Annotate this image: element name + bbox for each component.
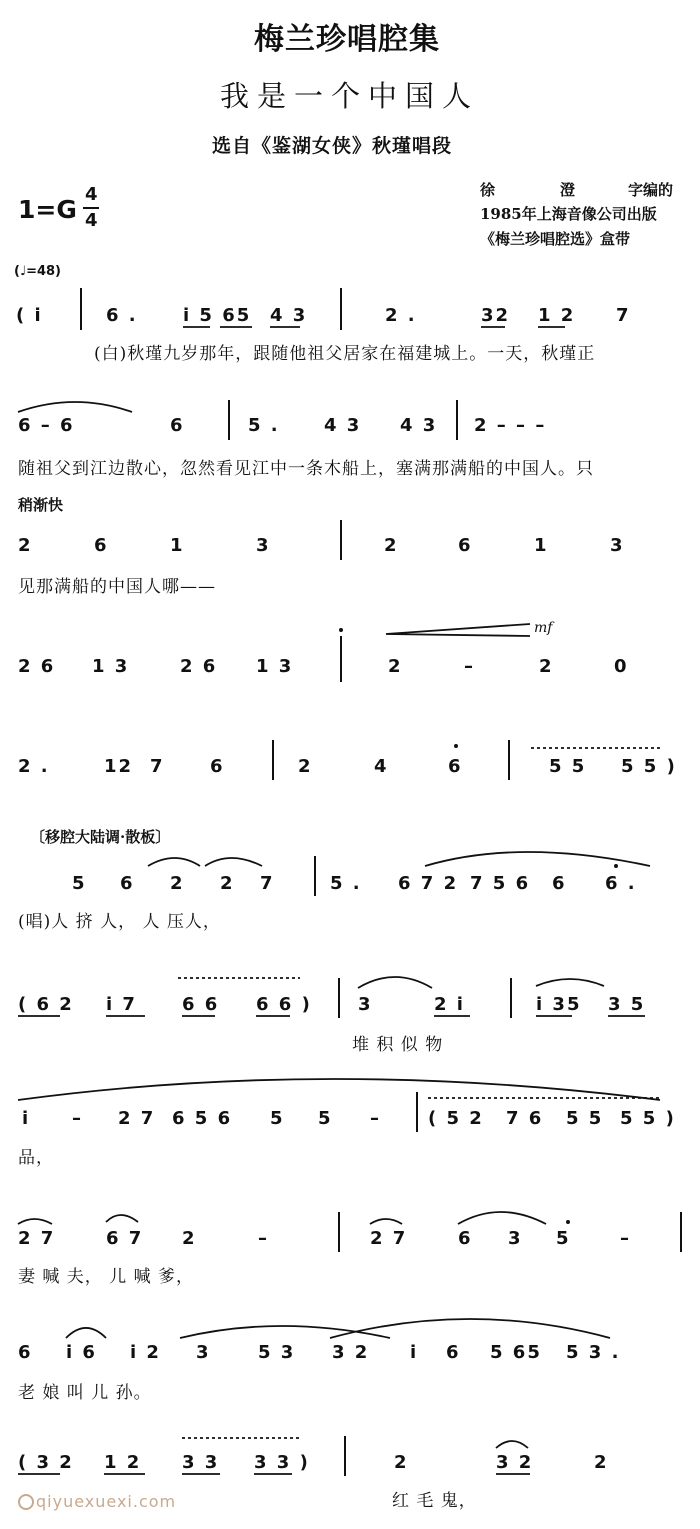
speed-marking: 稍渐快 xyxy=(18,496,64,514)
note-group: 6 . xyxy=(605,873,637,894)
note-group: 7 xyxy=(150,756,165,777)
note-group: – xyxy=(72,1108,83,1129)
note-group: 4 3 xyxy=(324,415,362,436)
note-group: 4 xyxy=(374,756,389,777)
note-group: 3 xyxy=(256,535,271,556)
lyric-line: 堆 积 似 物 xyxy=(352,1035,444,1055)
time-signature-bottom: 4 xyxy=(85,210,98,231)
note-group: 5 5 xyxy=(566,1108,604,1129)
note-group: 6 7 2 xyxy=(398,873,459,894)
note-group: 5 xyxy=(270,1108,285,1129)
slur xyxy=(370,1219,402,1224)
note-group: ( 6 2 xyxy=(18,994,74,1015)
note-group: 3 xyxy=(196,1342,211,1363)
slur xyxy=(180,1326,390,1338)
release-note: 《梅兰珍唱腔选》盒带 xyxy=(480,230,631,248)
note-group: 5 . xyxy=(330,873,362,894)
spoken-line: 见那满船的中国人哪—— xyxy=(18,577,216,597)
note-group: 5 5 ) xyxy=(621,756,677,777)
collection-title: 梅兰珍唱腔集 xyxy=(254,22,440,57)
note-group: – xyxy=(258,1228,269,1249)
source-note: 选自《鉴湖女侠》秋瑾唱段 xyxy=(212,135,453,157)
note-group: ( 3 2 xyxy=(18,1452,74,1473)
key-signature: 1=G xyxy=(18,195,77,224)
note-group: 2 xyxy=(220,873,235,894)
note-group: 6 6 xyxy=(182,994,220,1015)
note-group: 2 xyxy=(384,535,399,556)
note-group: 5 xyxy=(318,1108,333,1129)
note-group: i xyxy=(410,1342,419,1363)
note-group: 2 6 xyxy=(18,656,56,677)
note-group: 3 3 xyxy=(182,1452,220,1473)
slur xyxy=(496,1441,528,1448)
note-group: 2 xyxy=(298,756,313,777)
note-group: 6 xyxy=(94,535,109,556)
note-group: 2 xyxy=(388,656,403,677)
slur xyxy=(106,1215,138,1222)
spoken-line: (白)秋瑾九岁那年，跟随他祖父居家在福建城上。一天，秋瑾正 xyxy=(94,344,596,364)
composer-name-2: 澄 xyxy=(560,181,576,199)
lyric-line: 红 毛 鬼， xyxy=(392,1491,477,1511)
note-group: 6 . xyxy=(106,305,138,326)
note-group: i 7 xyxy=(106,994,137,1015)
slur xyxy=(358,977,432,988)
lyric-line: 品， xyxy=(18,1148,54,1168)
note-group: 1 2 xyxy=(538,305,576,326)
note-group: 2 – – – xyxy=(474,415,547,436)
note-group: 6 xyxy=(18,1342,33,1363)
note-group: 2 7 xyxy=(370,1228,408,1249)
note-group: 2 7 xyxy=(18,1228,56,1249)
note-group: 2 xyxy=(539,656,554,677)
note-group: 32 xyxy=(481,305,511,326)
note-group: 7 5 6 xyxy=(470,873,531,894)
note-group: 2 xyxy=(182,1228,197,1249)
note-group: i 35 xyxy=(536,994,582,1015)
lyric-line: 老 娘 叫 儿 孙。 xyxy=(18,1383,152,1403)
song-title: 我是一个中国人 xyxy=(220,79,480,113)
fermata-dot xyxy=(566,1220,570,1224)
note-group: 5 5 ) xyxy=(620,1108,676,1129)
slur xyxy=(18,1079,660,1100)
note-group: 6 – 6 xyxy=(18,415,75,436)
composer-role: 字编的 xyxy=(628,181,674,199)
lyric-line: 妻 喊 夫， 儿 喊 爹， xyxy=(18,1267,195,1287)
note-group: 6 xyxy=(448,756,463,777)
note-group: ( 5 2 xyxy=(428,1108,484,1129)
note-group: 6 xyxy=(458,1228,473,1249)
note-group: 6 5 6 xyxy=(172,1108,233,1129)
note-group: 1 2 xyxy=(104,1452,142,1473)
note-group: 3 5 xyxy=(608,994,646,1015)
note-group: 6 xyxy=(120,873,135,894)
fermata-dot xyxy=(454,744,458,748)
note-group: 12 xyxy=(104,756,134,777)
note-group: 3 2 xyxy=(496,1452,534,1473)
note-group: 1 xyxy=(534,535,549,556)
note-group: 5 3 xyxy=(258,1342,296,1363)
note-group: 5 65 xyxy=(490,1342,542,1363)
slur xyxy=(18,1219,52,1224)
note-group: 2 xyxy=(594,1452,609,1473)
note-group: 4 3 xyxy=(270,305,308,326)
time-signature-top: 4 xyxy=(85,184,98,205)
note-group: 6 7 xyxy=(106,1228,144,1249)
spoken-line: 随祖父到江边散心，忽然看见江中一条木船上，塞满那满船的中国人。只 xyxy=(18,459,594,479)
fermata-dot xyxy=(614,864,618,868)
note-group: 4 3 xyxy=(400,415,438,436)
note-group: 2 xyxy=(394,1452,409,1473)
note-group: 3 xyxy=(508,1228,523,1249)
note-group: 3 xyxy=(610,535,625,556)
note-group: 7 6 xyxy=(506,1108,544,1129)
note-group: 7 xyxy=(260,873,275,894)
note-group: 6 xyxy=(210,756,225,777)
note-group: 6 xyxy=(458,535,473,556)
slur xyxy=(458,1212,546,1224)
note-group: 3 2 xyxy=(332,1342,370,1363)
slur xyxy=(205,858,262,866)
repeat-bracket xyxy=(178,748,660,1438)
dynamic-marking: mf xyxy=(534,620,553,636)
note-group: 2 xyxy=(18,535,33,556)
note-group: 6 xyxy=(552,873,567,894)
note-group: 6 xyxy=(446,1342,461,1363)
note-group: 2 6 xyxy=(180,656,218,677)
site-watermark: qiyuexuexi.com xyxy=(36,1492,177,1511)
note-group: 1 3 xyxy=(92,656,130,677)
note-group: 2 7 xyxy=(118,1108,156,1129)
note-group: 5 xyxy=(556,1228,571,1249)
note-group: 2 xyxy=(170,873,185,894)
note-group: ( i xyxy=(16,305,43,326)
tempo-marking: (♩=48) xyxy=(14,264,61,279)
note-group: 5 xyxy=(72,873,87,894)
note-group: 2 . xyxy=(18,756,50,777)
note-group: 1 xyxy=(170,535,185,556)
mode-label: 〔移腔大陆调·散板〕 xyxy=(30,828,171,846)
slur xyxy=(536,979,604,986)
note-group: 3 3 ) xyxy=(254,1452,310,1473)
note-group: i xyxy=(22,1108,31,1129)
note-group: 5 3 . xyxy=(566,1342,621,1363)
note-group: 5 5 xyxy=(549,756,587,777)
slur xyxy=(425,852,650,866)
note-group: 0 xyxy=(614,656,629,677)
note-group: 2 . xyxy=(385,305,417,326)
note-group: i 5 65 xyxy=(183,305,252,326)
note-group: 3 xyxy=(358,994,373,1015)
publisher-note: 1985年上海音像公司出版 xyxy=(480,205,657,223)
note-group: i 2 xyxy=(130,1342,161,1363)
note-group: 6 xyxy=(170,415,185,436)
note-group: 6 6 ) xyxy=(256,994,312,1015)
lyric-line: (唱)人 挤 人， 人 压人， xyxy=(18,912,221,932)
note-group: 2 i xyxy=(434,994,465,1015)
fermata-dot xyxy=(339,628,343,632)
slur xyxy=(66,1328,106,1338)
note-group: – xyxy=(464,656,475,677)
slur xyxy=(18,402,132,412)
note-group: 5 . xyxy=(248,415,280,436)
note-group: 1 3 xyxy=(256,656,294,677)
slur xyxy=(148,858,200,866)
note-group: – xyxy=(620,1228,631,1249)
note-group: – xyxy=(370,1108,381,1129)
note-group: i 6 xyxy=(66,1342,97,1363)
crescendo-mark xyxy=(386,624,530,636)
note-group: 7 xyxy=(616,305,631,326)
composer-name: 徐 xyxy=(480,181,496,199)
